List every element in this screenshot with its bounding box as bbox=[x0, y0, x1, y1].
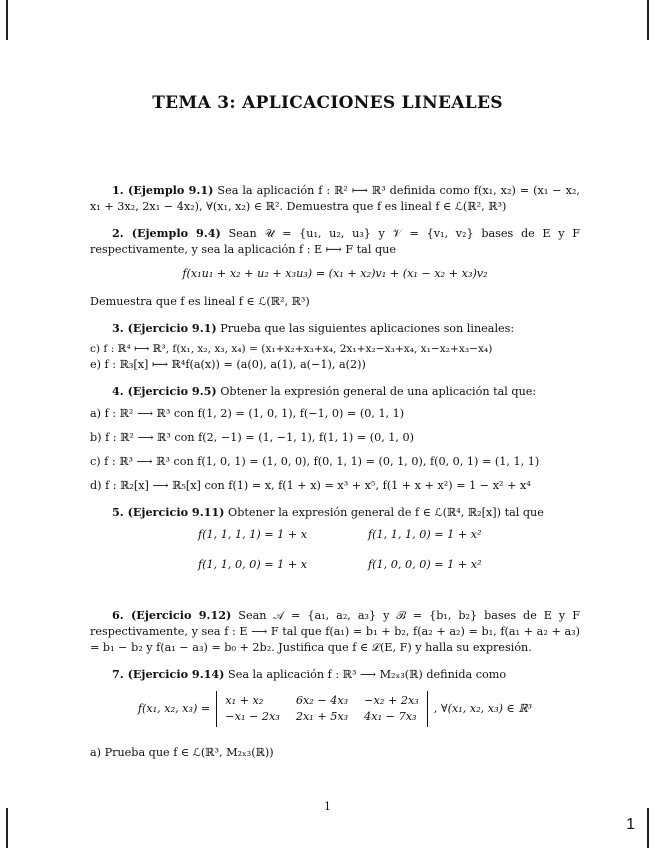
exercise-4-item-c: c) f : ℝ³ ⟶ ℝ³ con f(1, 0, 1) = (1, 0, 0), f(0, 1, 1) = (0, 1, 0), f(0, 0, 1) = (1, 1, 1) bbox=[90, 455, 540, 468]
matrix-cell: x₁ + x₂ bbox=[225, 694, 264, 707]
exercise-4-heading: 4. (Ejercicio 9.5) bbox=[112, 384, 217, 398]
exercise-1-text: Sea la aplicación f : ℝ² ⟼ ℝ³ definida como f(x₁, x₂) = (x₁ − x₂, x₁ + 3x₂, 2x₁ − 4x₂), ∀(x₁, x₂) ∈ ℝ². Demuestra que f es lineal f ∈ ℒ(ℝ², ℝ³) bbox=[90, 184, 580, 213]
exercise-5-condition: f(1, 1, 0, 0) = 1 + x bbox=[198, 558, 308, 571]
exercise-3-heading: 3. (Ejercicio 9.1) bbox=[112, 321, 217, 335]
exercise-3 bbox=[90, 320, 580, 337]
document-body bbox=[90, 182, 580, 761]
exercise-5-text: Obtener la expresión general de f ∈ ℒ(ℝ⁴, ℝ₂[x]) tal que bbox=[224, 506, 544, 519]
matrix-rhs: , ∀(x₁, x₂, x₃) ∈ ℝ³ bbox=[433, 702, 533, 715]
exercise-7 bbox=[90, 666, 580, 683]
exercise-6-text: Sean 𝒜 = {a₁, a₂, a₃} y ℬ = {b₁, b₂} bases de E y F respectivamente, y sea f : E ⟶ F tal que f(a₁) = b₁ + b₂, f(a₂ + a₂) = b₁, f(a₁ + a₂ + a₃) = b₁ − b₂ y f(a₁ − a₃) = b₀ + 2b₂. Justifica que f ∈ ℒ(E, F) y halla su expresión. bbox=[90, 609, 580, 654]
page-title: TEMA 3: APLICACIONES LINEALES bbox=[152, 93, 503, 113]
exercise-2-heading: 2. (Ejemplo 9.4) bbox=[112, 226, 221, 240]
exercise-1 bbox=[90, 182, 580, 215]
exercise-4-item-b: b) f : ℝ² ⟶ ℝ³ con f(2, −1) = (1, −1, 1), f(1, 1) = (0, 1, 0) bbox=[90, 431, 415, 444]
exercise-5-condition: f(1, 1, 1, 0) = 1 + x² bbox=[368, 528, 482, 541]
corner-page-number: 1 bbox=[626, 816, 635, 833]
matrix bbox=[216, 691, 427, 727]
exercise-4 bbox=[90, 383, 580, 400]
exercise-7-matrix-equation bbox=[90, 691, 580, 727]
exercise-4-item-d: d) f : ℝ₂[x] ⟶ ℝ₅[x] con f(1) = x, f(1 + x) = x³ + x⁵, f(1 + x + x²) = 1 − x² + x⁴ bbox=[90, 479, 531, 492]
exercise-4-item-a: a) f : ℝ² ⟶ ℝ³ con f(1, 2) = (1, 0, 1), f(−1, 0) = (0, 1, 1) bbox=[90, 407, 405, 420]
exercise-2 bbox=[90, 225, 580, 258]
exercise-4-text: Obtener la expresión general de una aplicación tal que: bbox=[216, 385, 537, 398]
matrix-cell: 2x₁ + 5x₃ bbox=[295, 710, 349, 723]
exercise-7-text: Sea la aplicación f : ℝ³ ⟶ M₂ₓ₃(ℝ) definida como bbox=[224, 668, 507, 681]
matrix-cell: 4x₁ − 7x₃ bbox=[364, 710, 417, 723]
exercise-2-conclusion: Demuestra que f es lineal f ∈ ℒ(ℝ², ℝ³) bbox=[90, 295, 310, 308]
exercise-6-heading: 6. (Ejercicio 9.12) bbox=[112, 608, 232, 622]
matrix-lhs: f(x₁, x₂, x₃) = bbox=[137, 702, 211, 715]
page-number: 1 bbox=[324, 800, 331, 813]
exercise-6 bbox=[90, 607, 580, 656]
crop-mark-top-right-v bbox=[647, 0, 649, 40]
crop-mark-top-left-v bbox=[6, 0, 8, 40]
exercise-7-item-a: a) Prueba que f ∈ ℒ(ℝ³, M₂ₓ₃(ℝ)) bbox=[90, 746, 274, 759]
exercise-7-heading: 7. (Ejercicio 9.14) bbox=[112, 667, 225, 681]
exercise-2-text: Sean 𝒰 = {u₁, u₂, u₃} y 𝒱 = {v₁, v₂} bases de E y F respectivamente, y sea la aplicación f : E ⟼ F tal que bbox=[90, 227, 580, 256]
exercise-5-conditions bbox=[198, 527, 580, 587]
crop-mark-bottom-left-v bbox=[6, 808, 8, 848]
exercise-3-item-e: e) f : ℝ₃[x] ⟼ ℝ⁴f(a(x)) = (a(0), a(1), a(−1), a(2)) bbox=[90, 358, 366, 371]
exercise-5-condition: f(1, 1, 1, 1) = 1 + x bbox=[198, 528, 308, 541]
exercise-3-item-c: c) f : ℝ⁴ ⟼ ℝ³, f(x₁, x₂, x₃, x₄) = (x₁+x₂+x₃+x₄, 2x₁+x₂−x₃+x₄, x₁−x₂+x₃−x₄) bbox=[90, 343, 493, 355]
crop-mark-bottom-right-v bbox=[647, 808, 649, 848]
exercise-5-condition: f(1, 0, 0, 0) = 1 + x² bbox=[368, 558, 482, 571]
exercise-5-heading: 5. (Ejercicio 9.11) bbox=[112, 505, 225, 519]
matrix-cell: −x₂ + 2x₃ bbox=[364, 694, 419, 707]
exercise-5 bbox=[90, 504, 580, 521]
matrix-cell: −x₁ − 2x₃ bbox=[225, 710, 280, 723]
matrix-cell: 6x₂ − 4x₃ bbox=[295, 694, 349, 707]
exercise-2-display-equation: f(x₁u₁ + x₂ + u₂ + x₃u₃) = (x₁ + x₂)v₁ + (x₁ − x₂ + x₃)v₂ bbox=[182, 267, 488, 280]
exercise-1-heading: 1. (Ejemplo 9.1) bbox=[112, 183, 214, 197]
exercise-3-text: Prueba que las siguientes aplicaciones son lineales: bbox=[216, 322, 515, 335]
